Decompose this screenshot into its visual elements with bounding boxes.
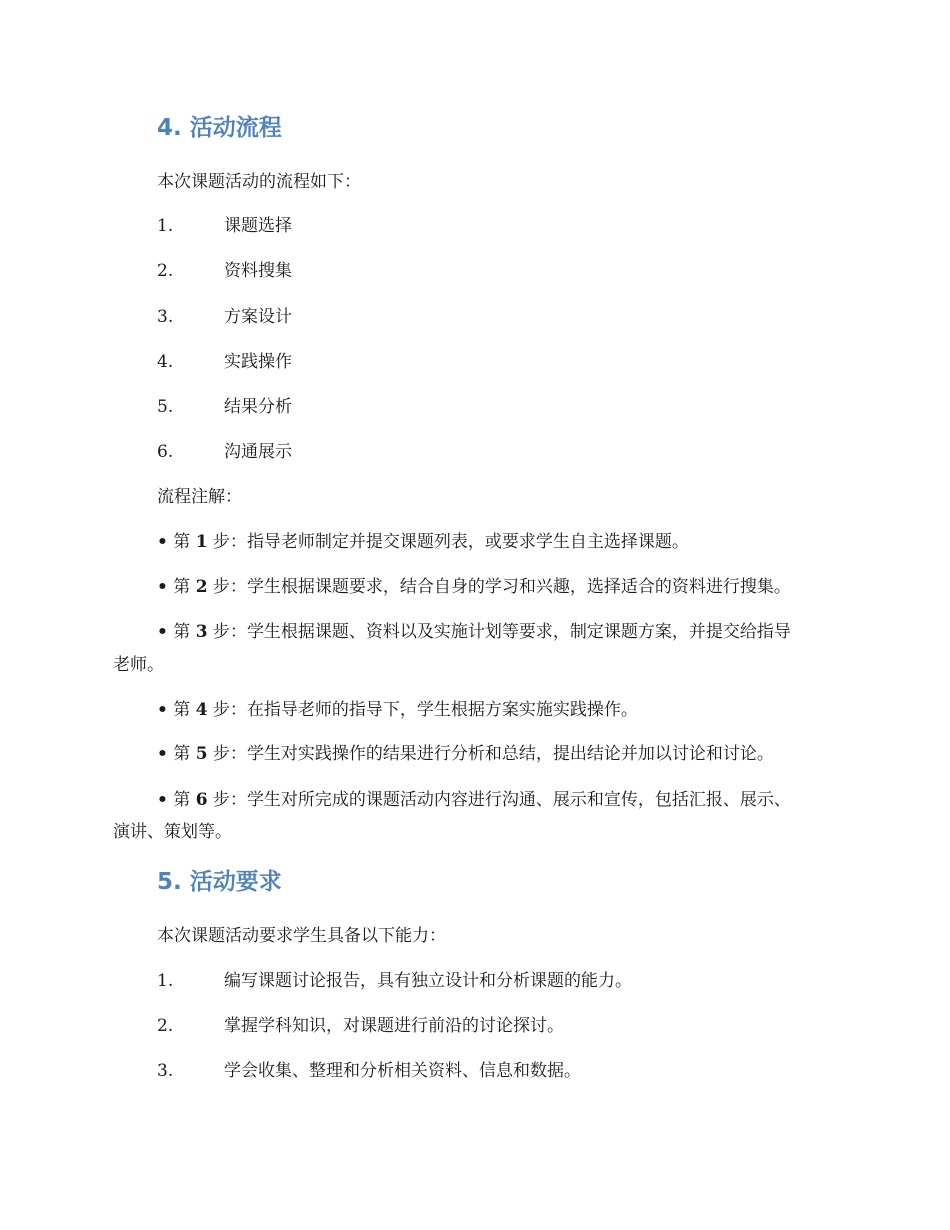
bullet-glyph: • — [157, 622, 168, 642]
list-item-label: 实践操作 — [224, 352, 292, 372]
note-suffix: 步： — [207, 790, 247, 810]
note-prefix: 第 — [173, 744, 196, 764]
note-text: 学生对所完成的课题活动内容进行沟通、展示和宣传，包括汇报、展示、 — [246, 790, 791, 810]
bullet-glyph: • — [157, 532, 168, 552]
notes-title: 流程注解： — [157, 487, 242, 507]
list-item-number: 3. — [157, 307, 174, 327]
list-item-number: 2. — [157, 261, 174, 281]
list-item-label: 课题选择 — [224, 216, 292, 236]
note-continuation: 演讲、策划等。 — [113, 822, 232, 842]
section-intro-text: 本次课题活动的流程如下： — [157, 172, 361, 192]
note-prefix: 第 — [173, 532, 196, 552]
bullet-glyph: • — [157, 577, 168, 597]
bullet-glyph: • — [157, 744, 168, 764]
process-note — [157, 621, 791, 643]
note-text: 学生根据课题要求，结合自身的学习和兴趣，选择适合的资料进行搜集。 — [246, 577, 791, 597]
process-note — [157, 789, 791, 811]
section-heading-activity-process: 4. 活动流程 — [157, 115, 282, 141]
note-step-number: 4 — [195, 700, 208, 720]
note-text: 指导老师制定并提交课题列表，或要求学生自主选择课题。 — [246, 532, 689, 552]
bullet-glyph: • — [157, 790, 168, 810]
list-item-number: 4. — [157, 352, 174, 372]
note-text: 学生对实践操作的结果进行分析和总结，提出结论并加以讨论和讨论。 — [246, 744, 774, 764]
list-item-number: 2. — [157, 1016, 174, 1036]
section-intro-text: 本次课题活动要求学生具备以下能力： — [157, 926, 446, 946]
section-heading-activity-requirements: 5. 活动要求 — [157, 869, 282, 895]
note-step-number: 6 — [195, 790, 208, 810]
list-item-number: 1. — [157, 216, 174, 236]
process-note — [157, 699, 638, 721]
note-step-number: 3 — [195, 622, 208, 642]
bullet-glyph: • — [157, 700, 168, 720]
list-item-label: 掌握学科知识，对课题进行前沿的讨论探讨。 — [224, 1016, 564, 1036]
note-continuation: 老师。 — [113, 655, 164, 675]
note-suffix: 步： — [207, 622, 247, 642]
list-item-number: 1. — [157, 971, 174, 991]
note-suffix: 步： — [207, 577, 247, 597]
note-prefix: 第 — [173, 577, 196, 597]
note-suffix: 步： — [207, 532, 247, 552]
note-prefix: 第 — [173, 622, 196, 642]
list-item-number: 5. — [157, 397, 174, 417]
note-step-number: 1 — [195, 532, 208, 552]
list-item-label: 资料搜集 — [224, 261, 292, 281]
note-suffix: 步： — [207, 700, 247, 720]
list-item-number: 3. — [157, 1061, 174, 1081]
note-text: 在指导老师的指导下，学生根据方案实施实践操作。 — [246, 700, 638, 720]
process-note — [157, 743, 774, 765]
process-note — [157, 576, 791, 598]
note-prefix: 第 — [173, 790, 196, 810]
list-item-number: 6. — [157, 442, 174, 462]
note-prefix: 第 — [173, 700, 196, 720]
note-step-number: 2 — [195, 577, 208, 597]
note-suffix: 步： — [207, 744, 247, 764]
list-item-label: 沟通展示 — [224, 442, 292, 462]
list-item-label: 结果分析 — [224, 397, 292, 417]
note-step-number: 5 — [195, 744, 208, 764]
list-item-label: 学会收集、整理和分析相关资料、信息和数据。 — [224, 1061, 581, 1081]
list-item-label: 方案设计 — [224, 307, 292, 327]
note-text: 学生根据课题、资料以及实施计划等要求，制定课题方案，并提交给指导 — [246, 622, 791, 642]
process-note — [157, 531, 689, 553]
list-item-label: 编写课题讨论报告，具有独立设计和分析课题的能力。 — [224, 971, 632, 991]
